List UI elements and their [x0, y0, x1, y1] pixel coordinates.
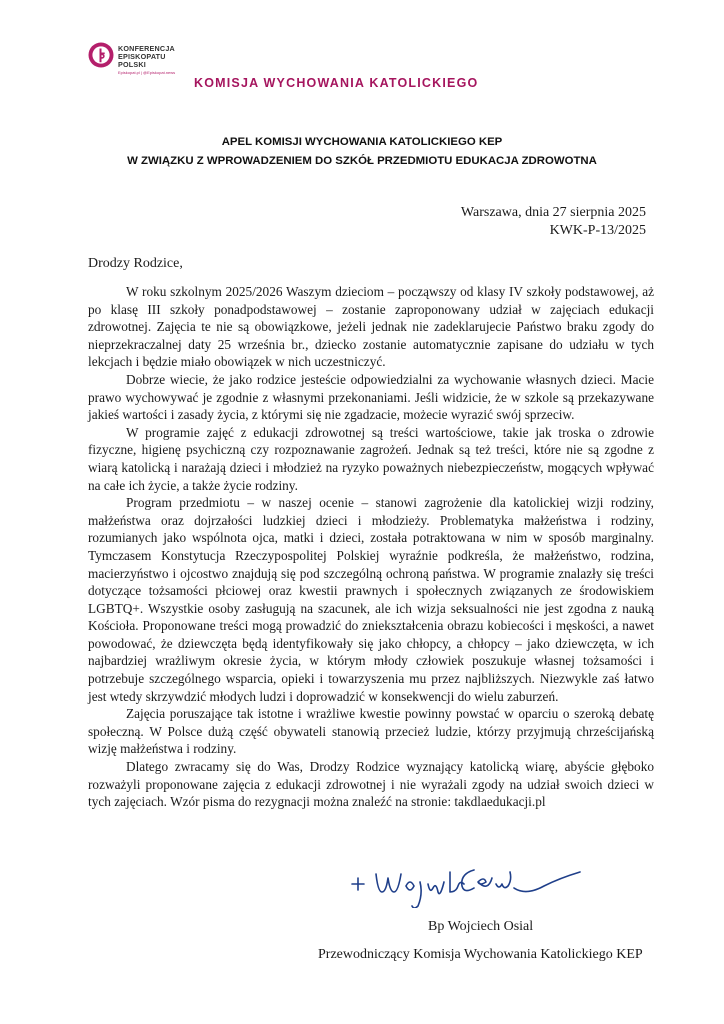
conference-line-2: EPISKOPATU	[118, 52, 166, 61]
conference-tagline: Episkopat.pl | @Episkopat.news	[118, 70, 176, 75]
episcopate-logo-icon	[88, 42, 114, 68]
paragraph-3: W programie zajęć z edukacji zdrowotnej są treści wartościowe, takie jak troska o zdrowie fizyczne, higienę psychiczną czy rozpoznawanie zagrożeń. Jednak są też treści, które nie są zgodne z wiarą katolicką i narażają dzieci i młodzież na ryzyko poważnych niebezpieczeństw, mogących wpływać na całe ich życie, a także życie rodziny.	[88, 424, 654, 493]
letterhead	[88, 42, 648, 102]
paragraph-5: Zajęcia poruszające tak istotne i wrażliwe kwestie powinny powstać w oparciu o szeroką debatę społeczną. W Polsce dużą część obywateli stanowią przecież ludzie, którzy przyjmują chrześcijańską wizję małżeństwa i rodziny.	[88, 706, 654, 757]
greeting: Drodzy Rodzice,	[88, 256, 183, 271]
paragraph-1: W roku szkolnym 2025/2026 Waszym dzieciom – począwszy od klasy IV szkoły podstawowej, aż po klasę III szkoły ponadpodstawowej – zostanie zaproponowany udział w zajęciach edukacji zdrowotnej. Zajęcia te nie są obowiązkowe, jeżeli jednak nie zadeklarujecie Państwo braku zgody do nieprzekraczalnej daty 25 września br., dziecko zostanie automatycznie zapisane do udziału w tych lekcjach i będzie miało obowiązek w nich uczestniczyć.	[88, 284, 654, 370]
reference-number: KWK-P-13/2025	[549, 223, 646, 238]
signatory-role: Przewodniczący Komisja Wychowania Katolickiego KEP	[318, 947, 643, 962]
paragraph-4: Program przedmiotu – w naszej ocenie – stanowi zagrożenie dla katolickiej wizji rodziny, małżeństwa oraz dojrzałości ludzkiej dzieci i młodzieży. Problematyka małżeństwa i rodziny, rozumianych jako wspólnota ojca, matki i dzieci, została potraktowana w nim w sposób marginalny. Tymczasem Konstytucja Rzeczypospolitej Polskiej wyraźnie podkreśla, że małżeństwo, rodzina, macierzyństwo i ojcostwo znajdują się pod szczególną ochroną państwa. W programie znalazły się treści dotyczące tożsamości płciowej oraz kwestii prawnych i społecznych związanych ze środowiskiem LGBTQ+. Wszystkie osoby zasługują na szacunek, ale ich wizja seksualności nie jest zgodna z nauką Kościoła. Proponowane treści mogą prowadzić do zniekształcenia obrazu kobiecości i męskości, a nawet powodować, że dziewczęta będą identyfikowały się jako chłopcy, a chłopcy – jako dziewczęta, w ich najbardziej wrażliwym okresie życia, w którym młody człowiek poszukuje własnej tożsamości i potrzebuje szczególnego wsparcia, opieki i towarzyszenia mu przez najbliższych. Niezwykle zaś łatwo jest wtedy skrzywdzić młodych ludzi i doprowadzić w konsekwencji do wielu zaburzeń.	[88, 495, 654, 704]
signatory-name: Bp Wojciech Osial	[428, 919, 534, 934]
place-date: Warszawa, dnia 27 sierpnia 2025	[460, 205, 646, 220]
place-and-date-block	[461, 204, 646, 240]
title-line-1: APEL KOMISJI WYCHOWANIA KATOLICKIEGO KEP	[221, 136, 503, 148]
handwritten-signature	[346, 860, 596, 908]
conference-line-1: KONFERENCJA	[118, 44, 175, 53]
paragraph-6: Dlatego zwracamy się do Was, Drodzy Rodzice wyznający katolicką wiarę, abyście głęboko rozważyli proponowane zajęcia z edukacji zdrowotnej i nie wyrażali zgody na udział swoich dzieci w tych zajęciach. Wzór pisma do rezygnacji można znaleźć na stronie: takdlaedukacji.pl	[88, 759, 654, 810]
title-line-2: W ZWIĄZKU Z WPROWADZENIEM DO SZKÓŁ PRZEDMIOTU EDUKACJA ZDROWOTNA	[127, 155, 597, 167]
commission-name: KOMISJA WYCHOWANIA KATOLICKIEGO	[194, 76, 479, 90]
letter-body	[88, 283, 654, 811]
conference-line-3: POLSKI	[118, 60, 146, 69]
conference-name	[118, 45, 175, 77]
document-title	[0, 133, 724, 171]
paragraph-2: Dobrze wiecie, że jako rodzice jesteście odpowiedzialni za wychowanie własnych dzieci. Macie prawo wychowywać je zgodnie z własnymi przekonaniami. Jeśli widzicie, że w szkole są przekazywane jakieś wartości i zasady życia, z którymi się nie zgadzacie, możecie wyrazić swój sprzeciw.	[88, 371, 654, 423]
